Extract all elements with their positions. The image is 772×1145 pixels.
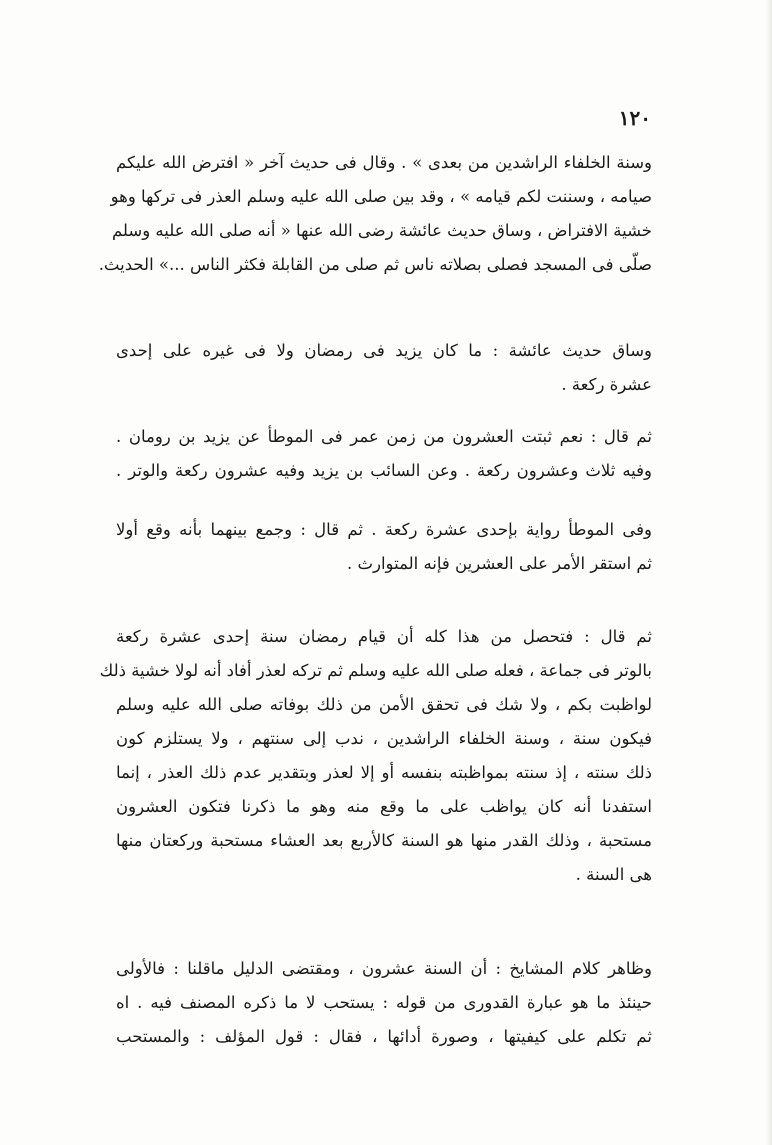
- paragraph-1: [98, 146, 652, 282]
- text-line: ثم قال : فتحصل من هذا كله أن قيام رمضان سنة إحدى عشرة ركعة: [116, 627, 652, 646]
- text-line: مستحبة ، وذلك القدر منها هو السنة كالأربع بعد العشاء مستحبة وركعتان منها: [116, 831, 652, 850]
- text-line: ثم استقر الأمر على العشرين فإنه المتوارث .: [346, 554, 652, 573]
- text-line: حينئذ ما هو عبارة القدورى من قوله : يستحب لا ما ذكره المصنف فيه . اه: [116, 993, 652, 1012]
- text-line: وسنة الخلفاء الراشدين من بعدى » . وقال فى حديث آخر « افترض الله عليكم: [116, 153, 652, 172]
- text-line: بالوتر فى جماعة ، فعله صلى الله عليه وسلم ثم تركه لعذر أفاد أنه لولا خشية ذلك: [99, 661, 652, 680]
- text-line: ذلك سنته ، إذ سنته بمواظبته بنفسه أو إلا لعذر وبتقدير عدم ذلك العذر ، إنما: [116, 763, 652, 782]
- text-line: وظاهر كلام المشايخ : أن السنة عشرون ، ومقتضى الدليل ماقلنا : فالأولى: [116, 959, 652, 978]
- text-line: وفى الموطأ رواية بإحدى عشرة ركعة . ثم قال : وجمع بينهما بأنه وقع أولا: [116, 520, 652, 539]
- text-line: فيكون سنة ، وسنة الخلفاء الراشدين ، ندب إلى سنتهم ، ولا يستلزم كون: [116, 729, 652, 748]
- text-line: صلّى فى المسجد فصلى بصلاته ناس ثم صلى من القابلة فكثر الناس ...» الحديث.: [98, 255, 652, 274]
- page-edge-shadow: [766, 0, 772, 1145]
- text-line: استفدنا أنه كان يواظب على ما وقع منه وهو ما ذكرنا فتكون العشرون: [116, 797, 652, 816]
- paragraph-4: [116, 513, 652, 581]
- paragraph-5: [99, 620, 652, 892]
- paragraph-6: [116, 952, 652, 1054]
- text-line: ثم قال : نعم ثبتت العشرون من زمن عمر فى الموطأ عن يزيد بن رومان .: [116, 427, 652, 446]
- text-line: عشرة ركعة .: [561, 375, 652, 394]
- text-line: خشية الافتراض ، وساق حديث عائشة رضى الله عنها « أنه صلى الله عليه وسلم: [111, 221, 652, 240]
- text-line: وفيه ثلاث وعشرون ركعة . وعن السائب بن يزيد وفيه عشرون ركعة والوتر .: [116, 461, 652, 480]
- text-line: صيامه ، وسننت لكم قيامه » ، وقد بين صلى الله عليه وسلم العذر فى تركها وهو: [110, 187, 652, 206]
- text-line: هى السنة .: [575, 865, 652, 884]
- text-line: وساق حديث عائشة : ما كان يزيد فى رمضان ولا فى غيره على إحدى: [116, 341, 652, 360]
- paragraph-3: [116, 420, 652, 488]
- text-line: لواظبت بكم ، ولا شك فى تحقق الأمن من ذلك بوفاته صلى الله عليه وسلم: [116, 695, 652, 714]
- page-number: ١٢٠: [618, 106, 651, 130]
- paragraph-2: [116, 334, 652, 402]
- text-line: ثم تكلم على كيفيتها ، وصورة أدائها ، فقال : قول المؤلف : والمستحب: [116, 1027, 652, 1046]
